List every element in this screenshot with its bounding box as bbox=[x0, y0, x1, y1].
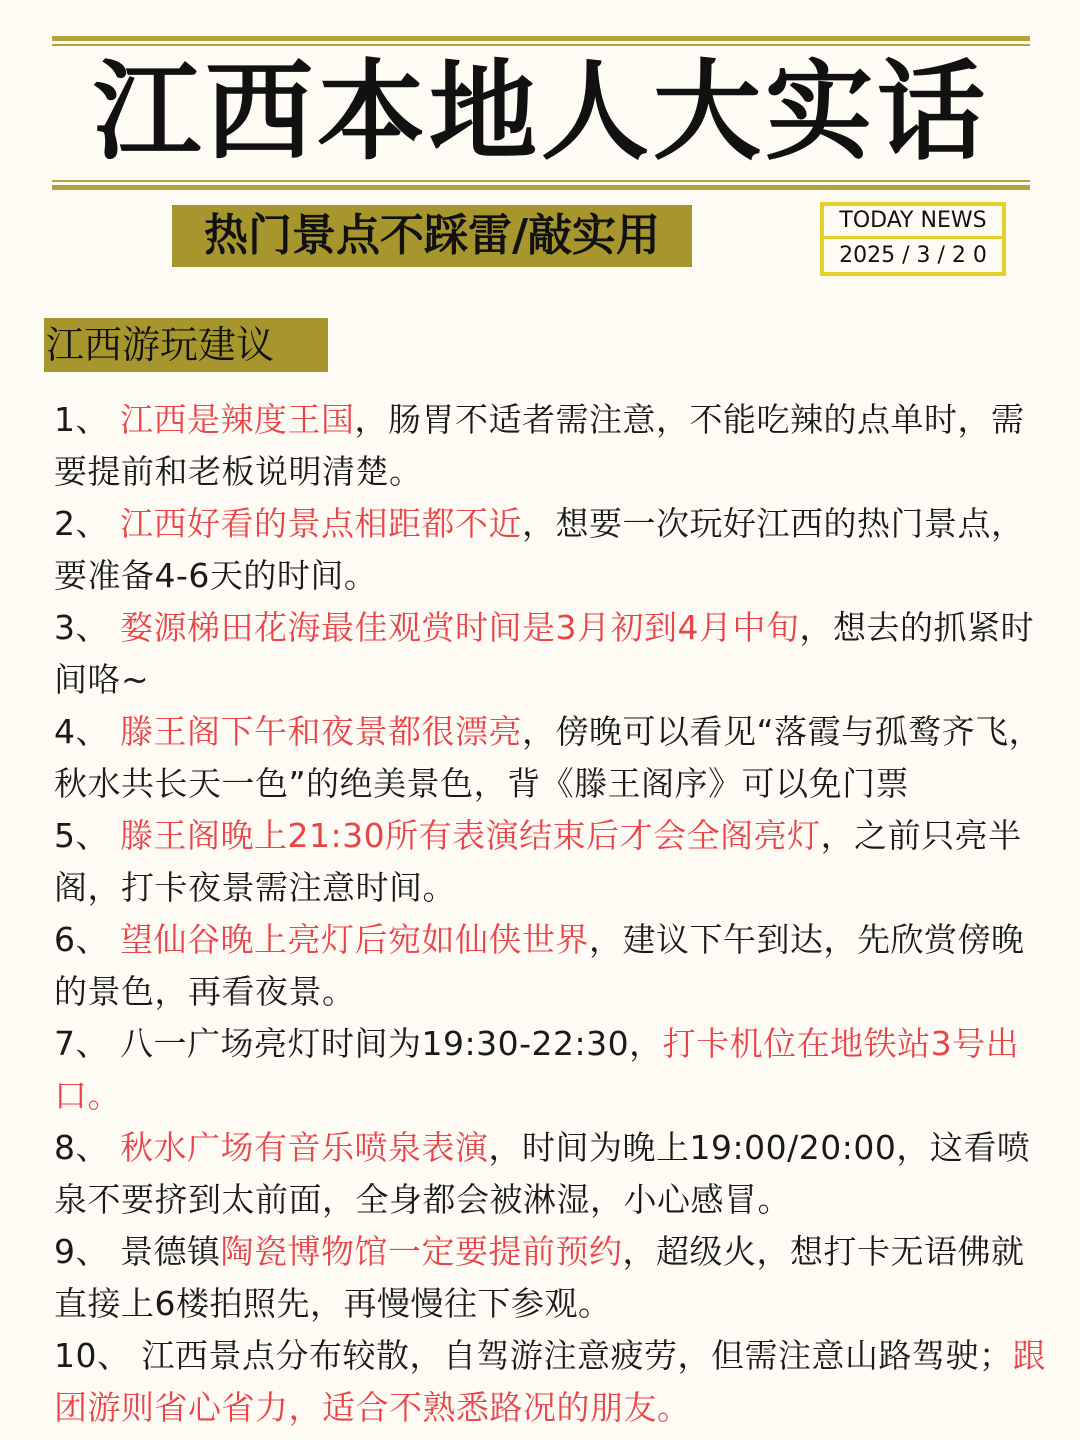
tip-text: ，肠胃不适者需注意，不能吃辣的点单时，需要提前和老板说明清楚。 bbox=[54, 400, 1025, 491]
tip-number: 3、 bbox=[54, 608, 120, 647]
tip-highlight: 跟团游则省心省力，适合不熟悉路况的朋友。 bbox=[54, 1336, 1046, 1427]
tip-text: ，之前只亮半阁，打卡夜景需注意时间。 bbox=[54, 816, 1022, 907]
tip-number: 9、 bbox=[54, 1232, 120, 1271]
tip-highlight: 滕王阁下午和夜景都很漂亮 bbox=[120, 712, 522, 751]
tip-text: ，想要一次玩好江西的热门景点，要准备4-6天的时间。 bbox=[54, 504, 1025, 595]
tips-list bbox=[54, 394, 1054, 1434]
tip-text: 江西景点分布较散，自驾游注意疲劳，但需注意山路驾驶； bbox=[141, 1336, 1013, 1375]
tip-item bbox=[54, 706, 1054, 810]
tip-text: ，时间为晚上19:00/20:00，这看喷泉不要挤到太前面，全身都会被淋湿，小心感冒。 bbox=[54, 1128, 1031, 1219]
tip-item bbox=[54, 498, 1054, 602]
tip-number: 5、 bbox=[54, 816, 120, 855]
tip-number: 2、 bbox=[54, 504, 120, 543]
tip-item bbox=[54, 394, 1054, 498]
tip-number: 8、 bbox=[54, 1128, 120, 1167]
page-title: 江西本地人大实话 bbox=[92, 50, 989, 175]
tip-number: 6、 bbox=[54, 920, 120, 959]
tip-text: 景德镇 bbox=[120, 1232, 221, 1271]
tip-text: ，想去的抓紧时间咯~ bbox=[54, 608, 1034, 699]
tip-highlight: 陶瓷博物馆一定要提前预约 bbox=[220, 1232, 623, 1271]
bottom-rule-thin bbox=[52, 180, 1030, 182]
tip-highlight: 婺源梯田花海最佳观赏时间是3月初到4月中旬 bbox=[120, 608, 800, 647]
tip-item bbox=[54, 1018, 1054, 1122]
tip-text: ，超级火，想打卡无语佛就直接上6楼拍照先，再慢慢往下参观。 bbox=[54, 1232, 1025, 1323]
top-rule-thin bbox=[52, 44, 1030, 46]
tip-item bbox=[54, 1330, 1054, 1434]
tip-highlight: 江西是辣度王国 bbox=[120, 400, 355, 439]
today-news-box bbox=[820, 202, 1006, 276]
tip-highlight: 秋水广场有音乐喷泉表演 bbox=[120, 1128, 489, 1167]
tip-highlight: 滕王阁晚上21:30所有表演结束后才会全阁亮灯 bbox=[120, 816, 821, 855]
tip-text: 八一广场亮灯时间为19:30-22:30， bbox=[120, 1024, 663, 1063]
tip-text: ，建议下午到达，先欣赏傍晚的景色，再看夜景。 bbox=[54, 920, 1025, 1011]
tip-item bbox=[54, 602, 1054, 706]
bottom-rule-thick bbox=[52, 185, 1030, 190]
today-news-date: 2025 / 3 / 2 0 bbox=[839, 243, 987, 268]
tip-item bbox=[54, 1122, 1054, 1226]
tip-number: 1、 bbox=[54, 400, 120, 439]
subtitle-banner: 热门景点不踩雷/敲实用 bbox=[172, 205, 692, 267]
tip-item bbox=[54, 1226, 1054, 1330]
today-news-label: TODAY NEWS bbox=[824, 206, 1002, 239]
tip-text: ，傍晚可以看见“落霞与孤鹜齐飞，秋水共长天一色”的绝美景色，背《滕王阁序》可以免门票 bbox=[54, 712, 1043, 803]
tip-highlight: 望仙谷晚上亮灯后宛如仙侠世界 bbox=[120, 920, 589, 959]
tip-highlight: 打卡机位在地铁站3号出口。 bbox=[54, 1024, 1020, 1115]
tip-number: 4、 bbox=[54, 712, 120, 751]
section-title: 江西游玩建议 bbox=[44, 318, 328, 372]
tip-item bbox=[54, 914, 1054, 1018]
tip-item bbox=[54, 810, 1054, 914]
top-rule-thick bbox=[52, 36, 1030, 41]
tip-number: 10、 bbox=[54, 1336, 142, 1375]
tip-number: 7、 bbox=[54, 1024, 120, 1063]
tip-highlight: 江西好看的景点相距都不近 bbox=[120, 504, 522, 543]
